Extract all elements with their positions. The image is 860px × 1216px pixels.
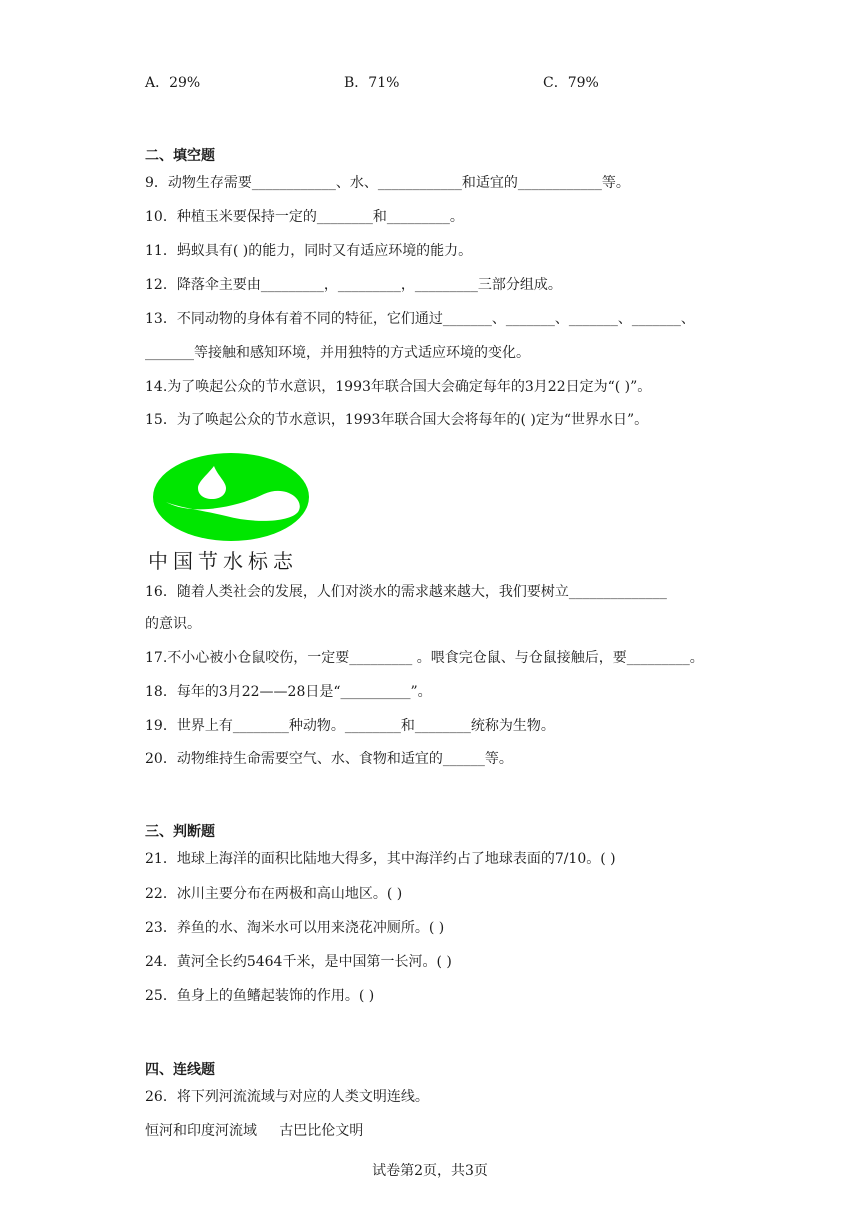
option-b: B．71% [344, 75, 400, 91]
question-10: 10．种植玉米要保持一定的________和_________。 [145, 209, 464, 225]
water-saving-logo [146, 452, 376, 576]
question-20: 20．动物维持生命需要空气、水、食物和适宜的______等。 [145, 751, 513, 767]
question-15: 15．为了唤起公众的节水意识，1993年联合国大会将每年的( )定为“世界水日”。 [145, 412, 649, 428]
question-13-line2: _______等接触和感知环境，并用独特的方式适应环境的变化。 [145, 345, 530, 361]
question-26: 26．将下列河流流域与对应的人类文明连线。 [145, 1089, 429, 1105]
question-17: 17.不小心被小仓鼠咬伤，一定要_________ 。喂食完仓鼠、与仓鼠接触后，要_________。 [145, 650, 704, 666]
question-26-row-1: 恒河和印度河流域 古巴比伦文明 [145, 1123, 364, 1139]
question-9: 9．动物生存需要____________、水、____________和适宜的____________等。 [145, 175, 630, 191]
question-25: 25．鱼身上的鱼鳍起装饰的作用。( ) [145, 988, 375, 1004]
question-14: 14.为了唤起公众的节水意识，1993年联合国大会确定每年的3月22日定为“( )”。 [145, 379, 652, 395]
question-23: 23．养鱼的水、淘米水可以用来浇花冲厕所。( ) [145, 920, 445, 936]
logo-caption: 中国节水标志 [148, 549, 298, 573]
question-21: 21．地球上海洋的面积比陆地大得多，其中海洋约占了地球表面的7/10。( ) [145, 851, 616, 867]
question-19: 19．世界上有________种动物。________和________统称为生物。 [145, 718, 555, 734]
section-heading-match: 四、连线题 [145, 1062, 215, 1078]
question-11: 11．蚂蚁具有( )的能力，同时又有适应环境的能力。 [145, 243, 473, 259]
question-12: 12．降落伞主要由_________，_________，_________三部分组成。 [145, 277, 562, 293]
question-22: 22．冰川主要分布在两极和高山地区。( ) [145, 886, 403, 902]
question-24: 24．黄河全长约5464千米，是中国第一长河。( ) [145, 954, 452, 970]
option-a: A．29% [145, 75, 201, 91]
question-18: 18．每年的3月22——28日是“__________”。 [145, 684, 432, 700]
option-c: C．79% [543, 75, 599, 91]
page-footer: 试卷第2页，共3页 [372, 1163, 488, 1179]
question-16-line2: 的意识。 [145, 616, 201, 632]
question-13-line1: 13．不同动物的身体有着不同的特征，它们通过_______、_______、_______、_______、 [145, 311, 695, 327]
question-16-line1: 16．随着人类社会的发展，人们对淡水的需求越来越大，我们要树立______________ [145, 584, 667, 600]
section-heading-judge: 三、判断题 [145, 824, 215, 840]
section-heading-fill-blank: 二、填空题 [145, 148, 215, 164]
